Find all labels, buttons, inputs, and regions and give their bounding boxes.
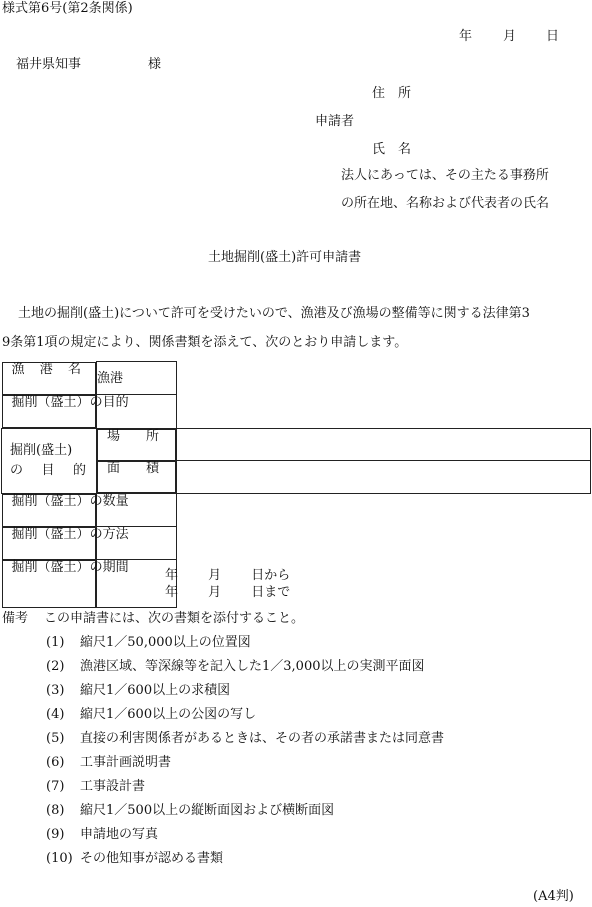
- period-label: 掘 削 （盛 土） の 期 間: [2, 560, 97, 608]
- port-name-value: 漁港: [97, 362, 177, 395]
- body-text-line2: 9条第1項の規定により、関係書類を添えて、次のとおり申請します。: [2, 335, 408, 350]
- list-item: (8) 縮尺1／500以上の縦断面図および横断面図: [46, 803, 335, 818]
- table-row-method: [2, 527, 591, 560]
- list-item: (3) 縮尺1／600以上の求積図: [46, 683, 231, 698]
- list-item: (1) 縮尺1／50,000以上の位置図: [46, 635, 251, 650]
- table-row-purpose: [2, 395, 591, 429]
- list-item: (9) 申請地の写真: [46, 827, 159, 842]
- place-group-label: 掘削(盛土) の 目 的: [2, 428, 97, 493]
- name-label: 氏 名: [372, 142, 412, 157]
- date-day: 日: [546, 29, 560, 44]
- applicant-label: 申請者: [315, 114, 355, 129]
- body-text-line1: 土地の掘削(盛土)について許可を受けたいので、漁港及び漁場の整備等に関する法律第3: [18, 306, 530, 321]
- list-item: (4) 縮尺1／600以上の公図の写し: [46, 707, 257, 722]
- address-label: 住 所: [372, 86, 412, 101]
- period-to: 年 月 日まで: [165, 584, 291, 600]
- table-row-place: [2, 428, 591, 461]
- date-month: 月: [503, 29, 517, 44]
- form-number: 様式第6号(第2条関係): [2, 1, 133, 16]
- place-value: [177, 428, 591, 461]
- date-line: [459, 30, 559, 43]
- honorific: 様: [148, 57, 162, 72]
- area-value: [177, 461, 591, 494]
- purpose-label: 掘 削 （盛 土） の 目 的: [2, 395, 97, 428]
- place-label: 場 所: [97, 429, 176, 461]
- list-item: (7) 工事設計書: [46, 779, 146, 794]
- corporation-note-line1: 法人にあっては、その主たる事務所: [341, 168, 549, 183]
- remarks-heading: 備考: [2, 611, 29, 626]
- table-row-port: [2, 362, 591, 395]
- period-from: 年 月 日から: [165, 567, 291, 583]
- table-row-period: [2, 560, 591, 608]
- corporation-note-line2: の所在地、名称および代表者の氏名: [341, 196, 550, 211]
- list-item: (10) その他知事が認める書類: [46, 851, 224, 866]
- application-table: [1, 361, 591, 608]
- table-row-quantity: [2, 493, 591, 527]
- area-label: 面 積: [97, 461, 176, 493]
- list-item: (5) 直接の利害関係者があるときは、その者の承諾書または同意書: [46, 731, 445, 746]
- remarks-intro: この申請書には、次の書類を添付すること。: [44, 611, 305, 626]
- date-year: 年: [459, 29, 473, 44]
- paper-size-note: (A4判): [533, 889, 574, 904]
- method-label: 掘 削 （盛 土） の 方 法: [2, 527, 97, 560]
- document-title: 土地掘削(盛土)許可申請書: [208, 250, 362, 265]
- port-name-label: 漁 港 名: [2, 362, 97, 395]
- addressee: 福井県知事: [16, 57, 82, 72]
- list-item: (2) 漁港区域、等深線等を記入した1／3,000以上の実測平面図: [46, 659, 425, 674]
- quantity-label: 掘 削 （盛 土） の 数 量: [2, 494, 97, 527]
- list-item: (6) 工事計画説明書: [46, 755, 172, 770]
